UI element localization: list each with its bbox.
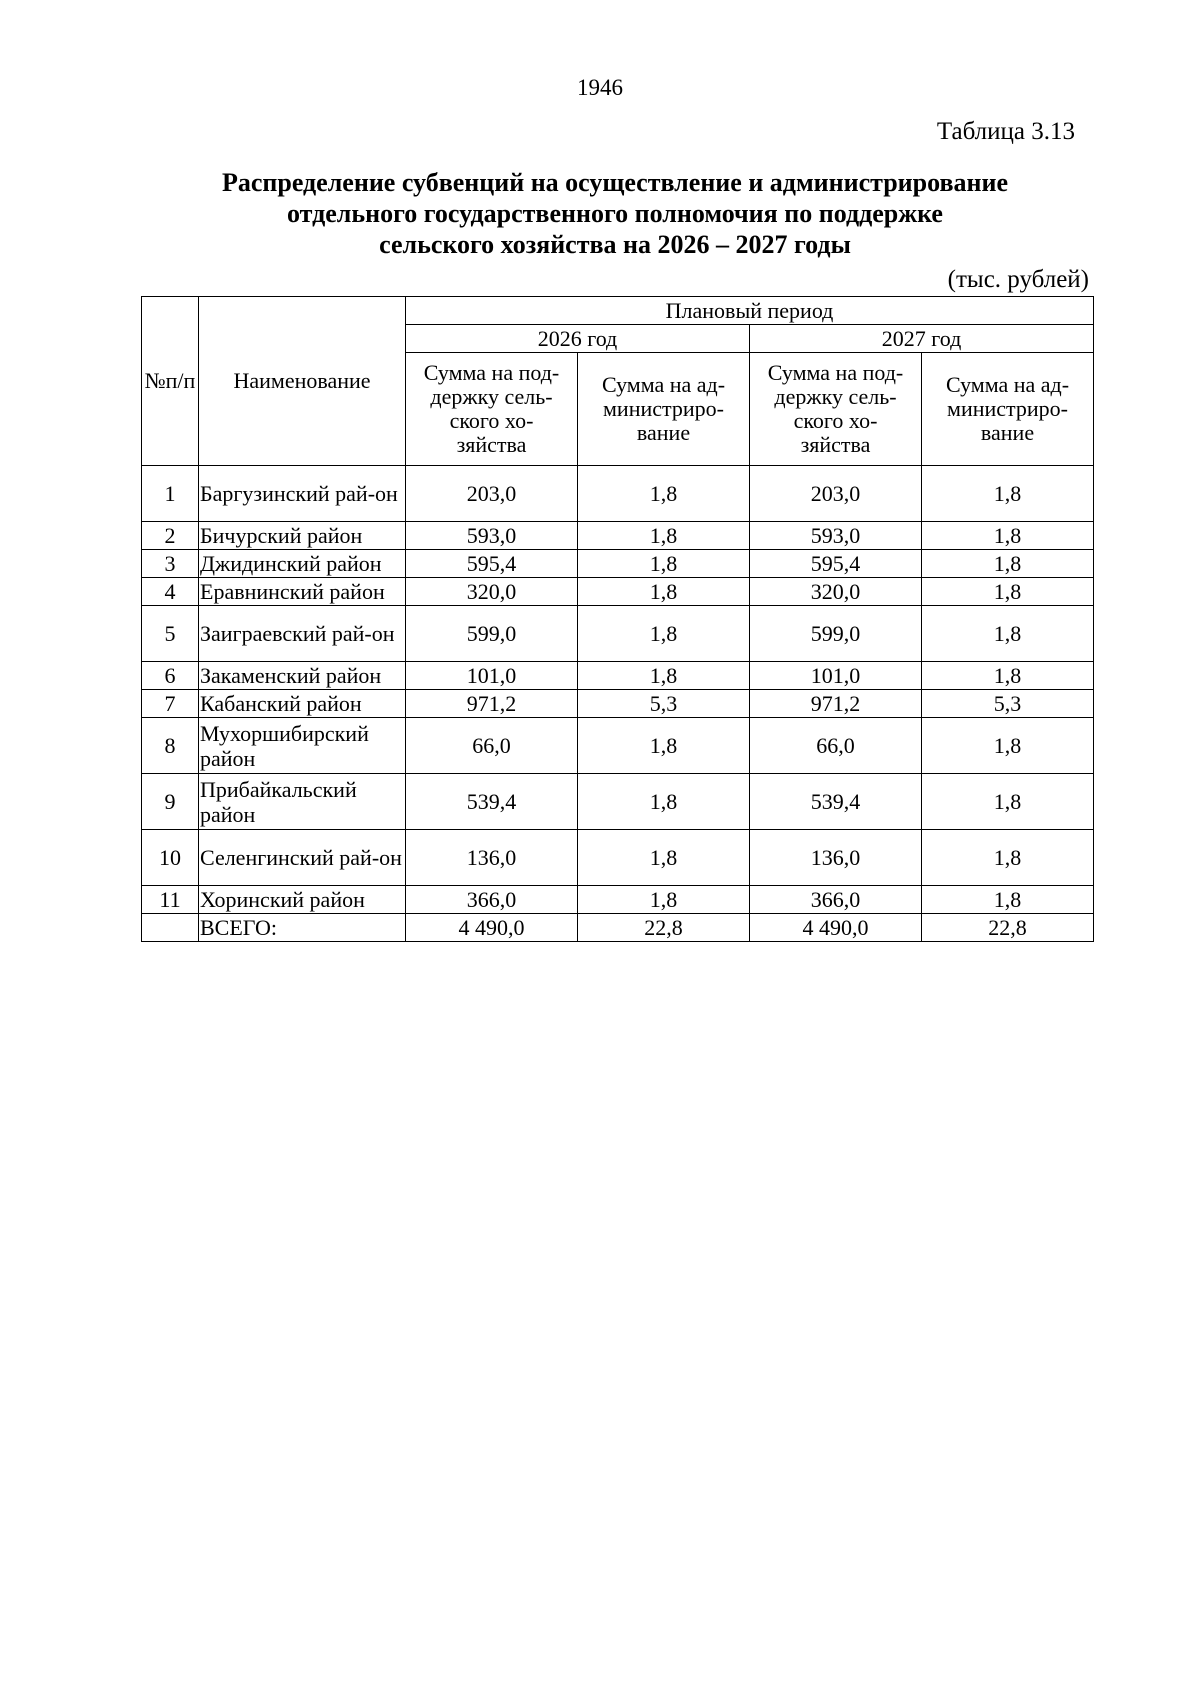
table-label: Таблица 3.13	[936, 118, 1075, 145]
cell-num: 2	[142, 522, 199, 550]
header-line: министриро-	[603, 396, 724, 421]
cell-support-2026: 593,0	[406, 522, 578, 550]
cell-support-2026: 366,0	[406, 886, 578, 914]
cell-num: 6	[142, 662, 199, 690]
table-row	[142, 718, 1094, 774]
cell-admin-2026: 1,8	[578, 886, 750, 914]
document-title	[150, 167, 1080, 260]
header-year-2026: 2026 год	[406, 325, 750, 353]
cell-admin-2026: 1,8	[578, 606, 750, 662]
cell-total-admin-2026: 22,8	[578, 914, 750, 942]
cell-name: Хоринский район	[199, 886, 406, 914]
cell-support-2026: 203,0	[406, 466, 578, 522]
header-admin-2027	[922, 353, 1094, 466]
total-row	[142, 914, 1094, 942]
cell-admin-2026: 5,3	[578, 690, 750, 718]
cell-admin-2027: 1,8	[922, 522, 1094, 550]
cell-admin-2026: 1,8	[578, 578, 750, 606]
header-line: держку сель-	[430, 384, 553, 409]
table-row	[142, 606, 1094, 662]
cell-admin-2026: 1,8	[578, 550, 750, 578]
cell-name: Селенгинский рай-он	[199, 830, 406, 886]
cell-num: 1	[142, 466, 199, 522]
cell-name: Еравнинский район	[199, 578, 406, 606]
cell-name: Заиграевский рай-он	[199, 606, 406, 662]
cell-num: 8	[142, 718, 199, 774]
header-line: Сумма на под-	[767, 360, 904, 385]
cell-support-2027: 539,4	[750, 774, 922, 830]
cell-admin-2026: 1,8	[578, 662, 750, 690]
cell-name: Мухоршибирский район	[199, 718, 406, 774]
table-row	[142, 774, 1094, 830]
cell-total-label: ВСЕГО:	[199, 914, 406, 942]
cell-name: Баргузинский рай-он	[199, 466, 406, 522]
header-line: держку сель-	[774, 384, 897, 409]
cell-support-2027: 320,0	[750, 578, 922, 606]
cell-admin-2027: 1,8	[922, 578, 1094, 606]
cell-support-2026: 539,4	[406, 774, 578, 830]
header-line: ского хо-	[449, 408, 534, 433]
cell-support-2027: 101,0	[750, 662, 922, 690]
table-row	[142, 578, 1094, 606]
cell-num	[142, 914, 199, 942]
header-line: Сумма на ад-	[601, 372, 726, 397]
header-line: зяйства	[800, 432, 871, 457]
cell-support-2027: 599,0	[750, 606, 922, 662]
cell-support-2026: 101,0	[406, 662, 578, 690]
header-support-2027	[750, 353, 922, 466]
header-admin-2026	[578, 353, 750, 466]
cell-support-2027: 136,0	[750, 830, 922, 886]
cell-admin-2026: 1,8	[578, 774, 750, 830]
cell-total-admin-2027: 22,8	[922, 914, 1094, 942]
cell-name: Закаменский район	[199, 662, 406, 690]
header-name: Наименование	[199, 297, 406, 466]
cell-support-2026: 66,0	[406, 718, 578, 774]
cell-num: 4	[142, 578, 199, 606]
cell-admin-2027: 1,8	[922, 662, 1094, 690]
table-row	[142, 550, 1094, 578]
table-row	[142, 886, 1094, 914]
units-label: (тыс. рублей)	[947, 266, 1089, 293]
header-line: вание	[980, 420, 1035, 445]
page-number: 1946	[577, 75, 623, 100]
cell-support-2027: 595,4	[750, 550, 922, 578]
header-line: министриро-	[947, 396, 1069, 421]
cell-support-2026: 595,4	[406, 550, 578, 578]
cell-support-2026: 136,0	[406, 830, 578, 886]
table-row	[142, 690, 1094, 718]
cell-support-2026: 320,0	[406, 578, 578, 606]
cell-support-2026: 971,2	[406, 690, 578, 718]
cell-support-2027: 971,2	[750, 690, 922, 718]
header-line: вание	[636, 420, 691, 445]
cell-total-support-2026: 4 490,0	[406, 914, 578, 942]
cell-admin-2027: 1,8	[922, 886, 1094, 914]
header-planned-period: Плановый период	[406, 297, 1094, 325]
header-num: №п/п	[142, 297, 199, 466]
cell-support-2026: 599,0	[406, 606, 578, 662]
cell-admin-2026: 1,8	[578, 522, 750, 550]
cell-admin-2027: 1,8	[922, 774, 1094, 830]
cell-num: 3	[142, 550, 199, 578]
header-line: Сумма на ад-	[945, 372, 1070, 397]
table-row	[142, 466, 1094, 522]
cell-admin-2026: 1,8	[578, 466, 750, 522]
cell-num: 10	[142, 830, 199, 886]
table-row	[142, 830, 1094, 886]
cell-admin-2027: 1,8	[922, 718, 1094, 774]
cell-support-2027: 203,0	[750, 466, 922, 522]
table-row	[142, 522, 1094, 550]
cell-admin-2027: 1,8	[922, 606, 1094, 662]
header-line: ского хо-	[793, 408, 878, 433]
cell-num: 11	[142, 886, 199, 914]
header-line: Сумма на под-	[423, 360, 560, 385]
cell-num: 5	[142, 606, 199, 662]
cell-num: 7	[142, 690, 199, 718]
cell-num: 9	[142, 774, 199, 830]
cell-support-2027: 66,0	[750, 718, 922, 774]
header-year-2027: 2027 год	[750, 325, 1094, 353]
cell-name: Кабанский район	[199, 690, 406, 718]
title-line: сельского хозяйства на 2026 – 2027 годы	[379, 230, 851, 259]
cell-name: Бичурский район	[199, 522, 406, 550]
cell-admin-2027: 1,8	[922, 466, 1094, 522]
subventions-table	[141, 296, 1094, 942]
cell-admin-2027: 1,8	[922, 830, 1094, 886]
cell-admin-2027: 1,8	[922, 550, 1094, 578]
header-line: зяйства	[456, 432, 527, 457]
cell-support-2027: 593,0	[750, 522, 922, 550]
cell-support-2027: 366,0	[750, 886, 922, 914]
title-line: отдельного государственного полномочия по поддержке	[287, 199, 943, 228]
cell-name: Прибайкальский район	[199, 774, 406, 830]
title-line: Распределение субвенций на осуществление и администрирование	[221, 168, 1009, 197]
cell-admin-2026: 1,8	[578, 830, 750, 886]
table-row	[142, 662, 1094, 690]
cell-admin-2027: 5,3	[922, 690, 1094, 718]
cell-name: Джидинский район	[199, 550, 406, 578]
cell-admin-2026: 1,8	[578, 718, 750, 774]
cell-total-support-2027: 4 490,0	[750, 914, 922, 942]
header-support-2026	[406, 353, 578, 466]
